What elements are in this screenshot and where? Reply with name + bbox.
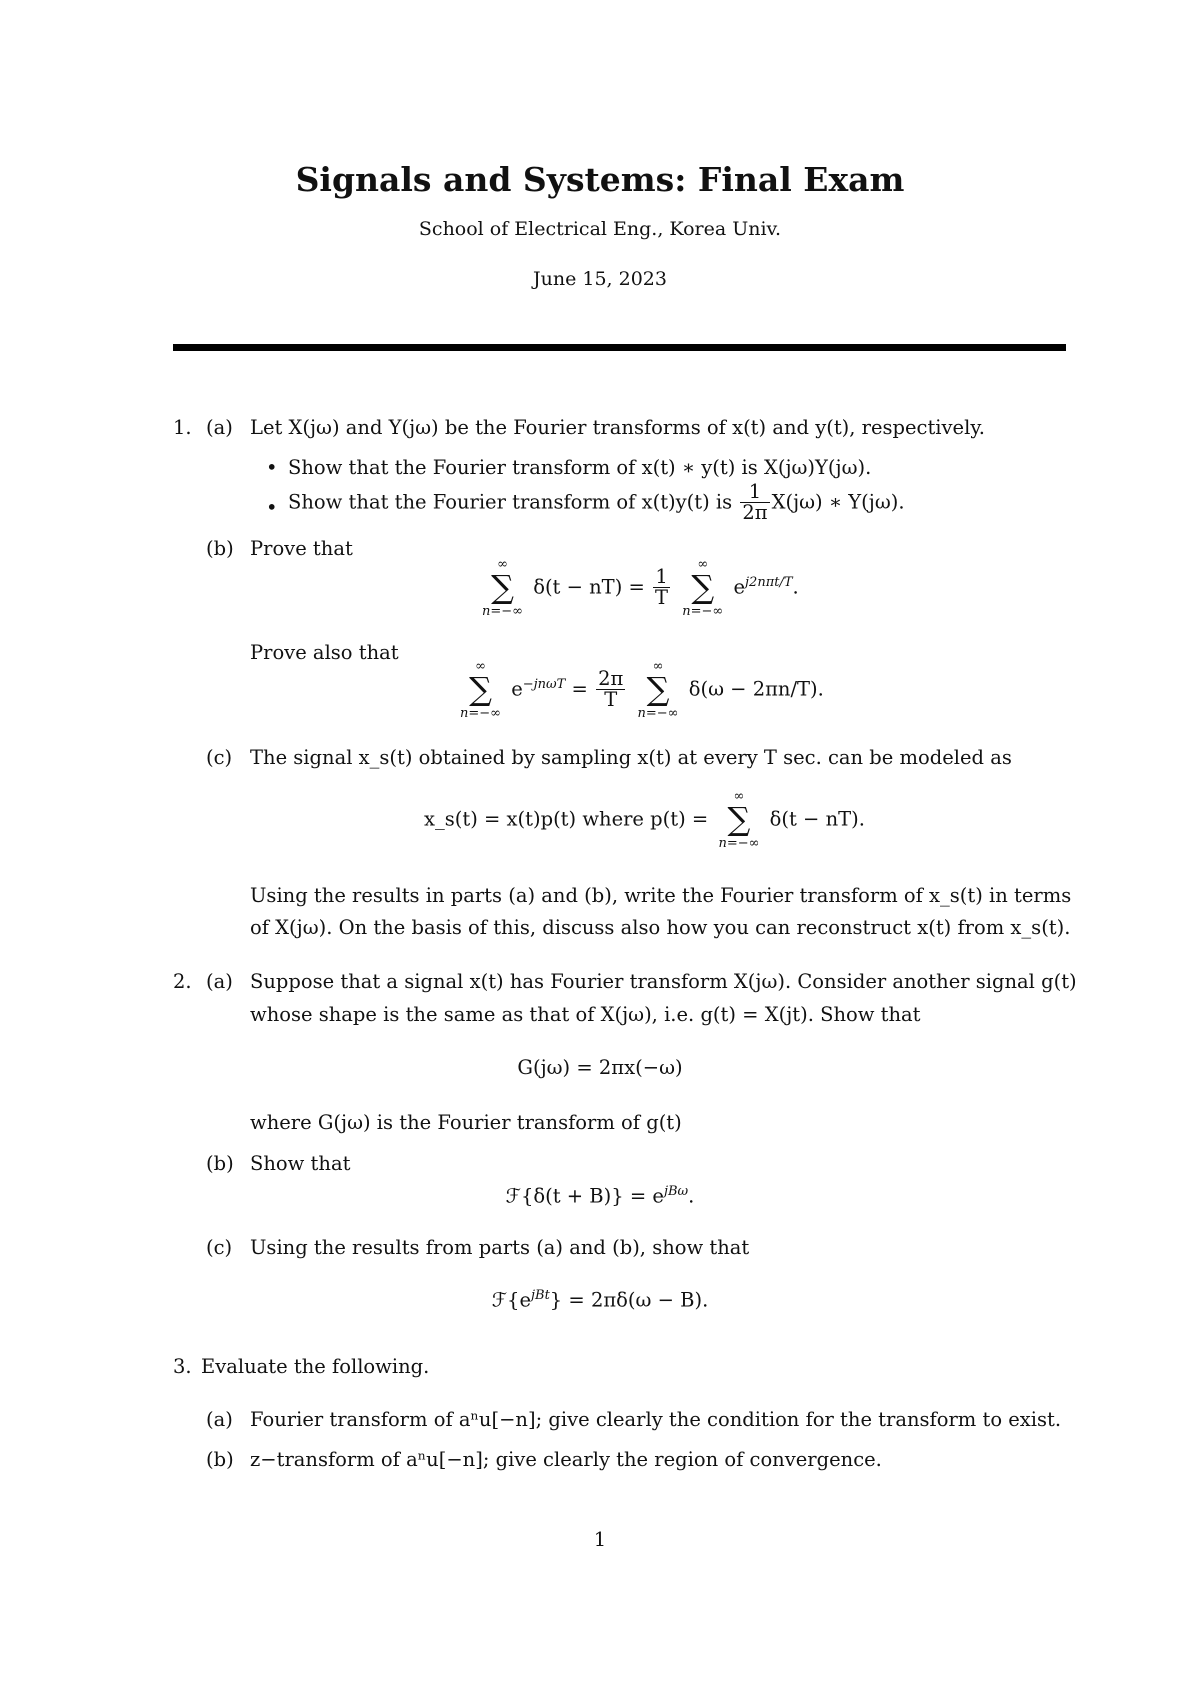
q1b-label: (b) [206,537,234,560]
q1c-text: The signal x_s(t) obtained by sampling x(t) at every T sec. can be modeled as [250,746,1012,769]
q1c-text3: of X(jω). On the basis of this, discuss also how you can reconstruct x(t) from x_s(t). [250,916,1071,939]
fraction [740,482,769,524]
q2b-equation [0,1184,1200,1208]
q1b-text: Prove that [250,537,353,560]
summation [460,660,501,720]
bullet-icon: • [266,456,278,479]
q3-number: 3. [173,1355,192,1378]
frac-den: 2π [742,501,768,525]
eq2-rhs: δ(ω − 2πn/T). [688,677,824,701]
q1c-equation [424,790,865,850]
eq1-rhs: e [733,575,746,599]
q2c-label: (c) [206,1236,233,1259]
eq1-exponent: j2nπt/T [745,574,793,590]
q2b-label: (b) [206,1152,234,1175]
eq2-exponent: −jnωT [522,676,566,692]
q1b-equation2 [456,660,824,720]
frac-num: 1 [740,482,769,503]
q1b-text2: Prove also that [250,641,399,664]
q1a-text: Let X(jω) and Y(jω) be the Fourier transforms of x(t) and y(t), respectively. [250,416,985,439]
q2a-label: (a) [206,970,233,993]
exam-title: Signals and Systems: Final Exam [295,160,905,199]
sum-lower: n=−∞ [637,705,679,721]
sum-upper: ∞ [697,557,709,572]
q2a-text2: whose shape is the same as that of X(jω), i.e. g(t) = X(jt). Show that [250,1003,921,1026]
sum-lower: n=−∞ [718,835,760,851]
q1c-label: (c) [206,746,233,769]
q2a-equation: G(jω) = 2πx(−ω) [517,1056,683,1079]
frac-num: 2π [598,666,624,690]
q1a-label: (a) [206,416,233,439]
summation [682,558,723,618]
fraction [596,666,625,712]
frac-den: T [655,586,669,610]
q2c-text: Using the results from parts (a) and (b), show that [250,1236,750,1259]
sum-lower: n=−∞ [460,705,501,721]
affiliation: School of Electrical Eng., Korea Univ. [418,218,782,240]
q1c-text2: Using the results in parts (a) and (b), write the Fourier transform of x_s(t) in terms [250,884,1072,907]
q2a-text3: where G(jω) is the Fourier transform of g(t) [250,1111,682,1134]
summation [638,660,679,720]
fraction [653,564,670,610]
eq2-equals: = [571,677,588,701]
q1a-bullet2 [288,482,905,524]
q1-number: 1. [173,416,192,439]
q2-number: 2. [173,970,192,993]
q3a-text: Fourier transform of aⁿu[−n]; give clearly the condition for the transform to exist. [250,1408,1062,1431]
frac-den: T [604,688,618,712]
q2a-text1: Suppose that a signal x(t) has Fourier transform X(jω). Consider another signal g(t) [250,970,1077,993]
sum-lower: n=−∞ [482,603,523,619]
q2b-eq-exponent: jBω [663,1184,689,1199]
q2b-eq-end: . [688,1184,695,1208]
q1a-bullet2-post: X(jω) ∗ Y(jω). [771,490,905,514]
page-number: 1 [593,1528,607,1551]
sum-upper: ∞ [475,659,486,674]
sigma-icon: ∑ [691,568,715,606]
sigma-icon: ∑ [491,568,514,606]
summation [718,790,759,850]
q3a-label: (a) [206,1408,233,1431]
sigma-icon: ∑ [727,800,751,838]
q2b-text: Show that [250,1152,351,1175]
exam-date: June 15, 2023 [533,268,667,290]
title-rule [173,344,1066,351]
q1a-bullet2-pre: Show that the Fourier transform of x(t)y(t) is [288,490,733,514]
eq1-lhs: δ(t − nT) = [533,575,645,599]
q2b-eq-main: ℱ{δ(t + B)} = e [505,1184,664,1208]
q3b-label: (b) [206,1448,234,1471]
frac-num: 1 [653,567,670,588]
q2c-equation [0,1288,1200,1312]
sum-upper: ∞ [652,659,664,674]
q2c-eq-post: } = 2πδ(ω − B). [549,1288,709,1312]
c-eq-lhs: x_s(t) = x(t)p(t) where p(t) = [424,807,709,831]
sum-upper: ∞ [733,789,745,804]
bullet-icon: • [266,496,278,519]
sum-upper: ∞ [497,557,508,572]
sigma-icon: ∑ [646,670,670,708]
eq2-lhs: e [511,677,523,701]
q1a-bullet1: Show that the Fourier transform of x(t) ∗ y(t) is X(jω)Y(jω). [288,456,872,479]
c-eq-rhs: δ(t − nT). [769,807,865,831]
q2c-eq-exponent: jBt [530,1288,550,1303]
q2c-eq-pre: ℱ{e [491,1288,531,1312]
q3-text: Evaluate the following. [201,1355,430,1378]
eq1-end: . [792,575,799,599]
q3b-text: z−transform of aⁿu[−n]; give clearly the region of convergence. [250,1448,882,1471]
sum-lower: n=−∞ [682,603,724,619]
summation [482,558,523,618]
sigma-icon: ∑ [469,670,492,708]
q1b-equation1 [478,558,799,618]
